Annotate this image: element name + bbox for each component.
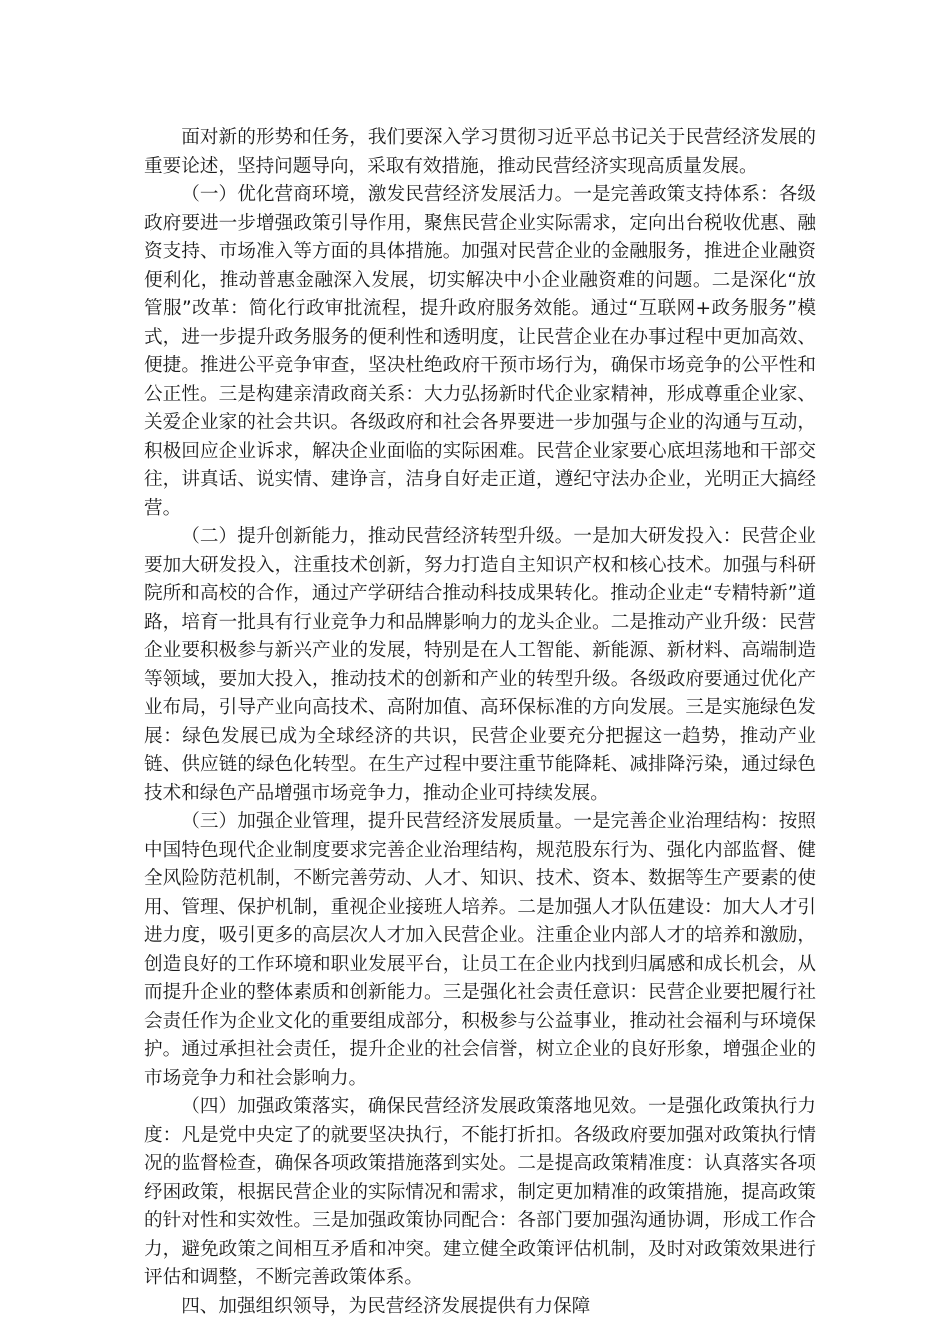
paragraph-section-4: （四）加强政策落实，确保民营经济发展政策落地见效。一是强化政策执行力度：凡是党中央定了的就要坚决执行，不能打折扣。各级政府要加强对政策执行情况的监督检查，确保各项政策措施落到实处。二是提高政策精准度：认真落实各项纾困政策，根据民营企业的实际情况和需求，制定更加精准的政策措施，提高政策的针对性和实效性。三是加强政策协同配合：各部门要加强沟通协调，形成工作合力，避免政策之间相互矛盾和冲突。建立健全政策评估机制，及时对政策效果进行评估和调整，不断完善政策体系。: [144, 1096, 816, 1288]
paragraph-section-2: （二）提升创新能力，推动民营经济转型升级。一是加大研发投入：民营企业要加大研发投入，注重技术创新，努力打造自主知识产权和核心技术。加强与科研院所和高校的合作，通过产学研结合推动科技成果转化。推动企业走“专精特新”道路，培育一批具有行业竞争力和品牌影响力的龙头企业。二是推动产业升级：民营企业要积极参与新兴产业的发展，特别是在人工智能、新能源、新材料、高端制造等领域，要加大投入，推动技术的创新和产业的转型升级。各级政府要通过优化产业布局，引导产业向高技术、高附加值、高环保标准的方向发展。三是实施绿色发展：绿色发展已成为全球经济的共识，民营企业要充分把握这一趋势，推动产业链、供应链的绿色化转型。在生产过程中要注重节能降耗、减排降污染，通过绿色技术和绿色产品增强市场竞争力，推动企业可持续发展。: [144, 526, 816, 804]
paragraph-intro: 面对新的形势和任务，我们要深入学习贯彻习近平总书记关于民营经济发展的重要论述，坚持问题导向，采取有效措施，推动民营经济实现高质量发展。: [144, 127, 816, 177]
paragraph-section-1: （一）优化营商环境，激发民营经济发展活力。一是完善政策支持体系：各级政府要进一步增强政策引导作用，聚焦民营企业实际需求，定向出台税收优惠、融资支持、市场准入等方面的具体措施。加强对民营企业的金融服务，推进企业融资便利化，推动普惠金融深入发展，切实解决中小企业融资难的问题。二是深化“放管服”改革：简化行政审批流程，提升政府服务效能。通过“互联网+政务服务”模式，进一步提升政务服务的便利性和透明度，让民营企业在办事过程中更加高效、便捷。推进公平竞争审查，坚决杜绝政府干预市场行为，确保市场竞争的公平性和公正性。三是构建亲清政商关系：大力弘扬新时代企业家精神，形成尊重企业家、关爱企业家的社会共识。各级政府和社会各界要进一步加强与企业的沟通与互动，积极回应企业诉求，解决企业面临的实际困难。民营企业家要心底坦荡地和干部交往，讲真话、说实情、建诤言，洁身自好走正道，遵纪守法办企业，光明正大搞经营。: [144, 184, 816, 519]
paragraph-section-3: （三）加强企业管理，提升民营经济发展质量。一是完善企业治理结构：按照中国特色现代企业制度要求完善企业治理结构，规范股东行为、强化内部监督、健全风险防范机制，不断完善劳动、人才、知识、技术、资本、数据等生产要素的使用、管理、保护机制，重视企业接班人培养。二是加强人才队伍建设：加大人才引进力度，吸引更多的高层次人才加入民营企业。注重企业内部人才的培养和激励，创造良好的工作环境和职业发展平台，让员工在企业内找到归属感和成长机会，从而提升企业的整体素质和创新能力。三是强化社会责任意识：民营企业要把履行社会责任作为企业文化的重要组成部分，积极参与公益事业，推动社会福利与环境保护。通过承担社会责任，提升企业的社会信誉，树立企业的良好形象，增强企业的市场竞争力和社会影响力。: [144, 811, 816, 1089]
document-page: [144, 124, 816, 1321]
section-heading-4: 四、加强组织领导，为民营经济发展提供有力保障: [181, 1295, 591, 1317]
